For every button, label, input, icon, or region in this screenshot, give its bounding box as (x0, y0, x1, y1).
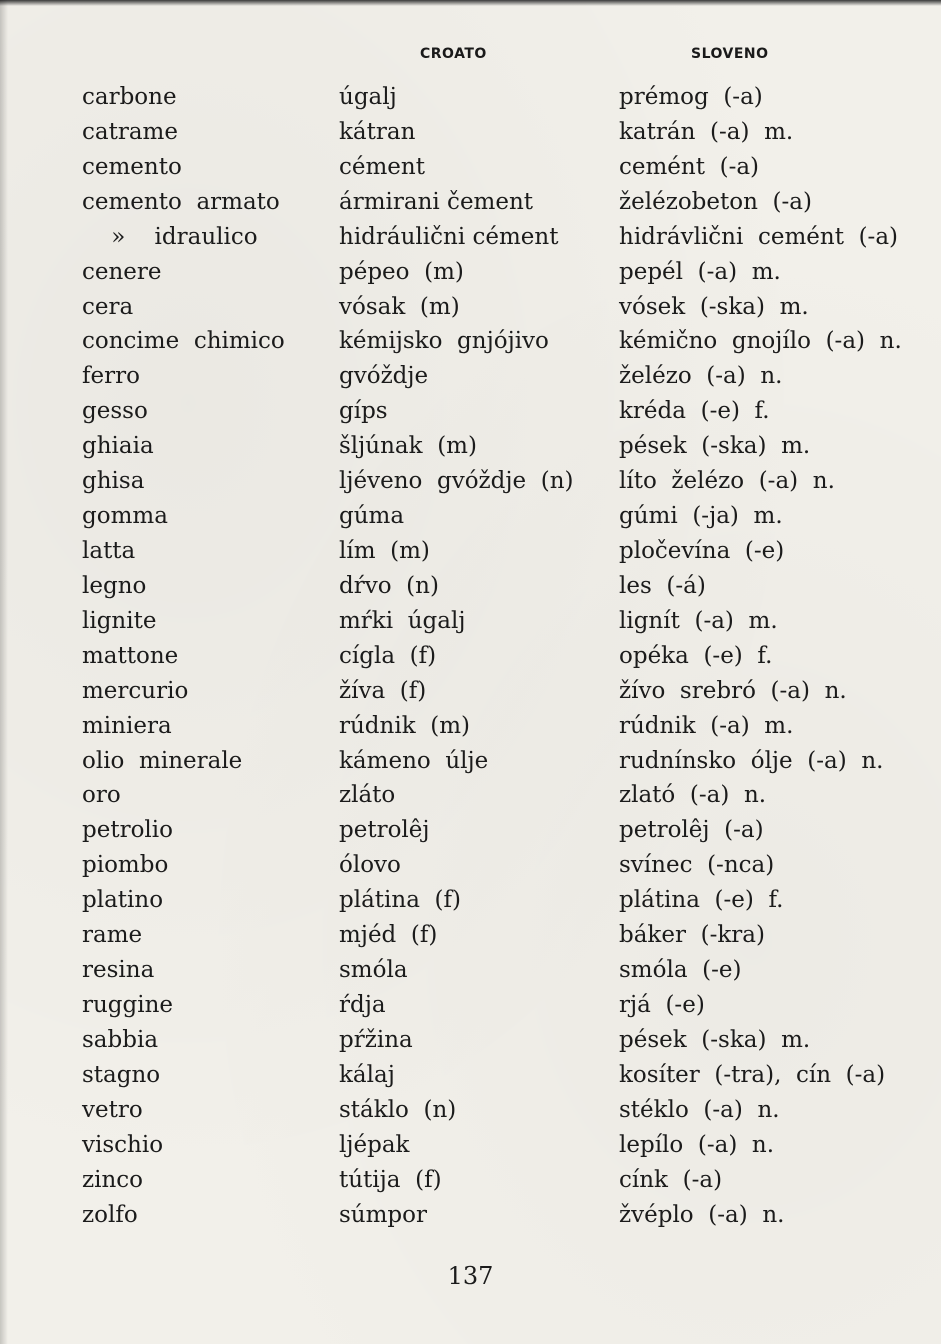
italian-term: resina (82, 957, 155, 984)
slovenian-term: hidrávlični cemént (-a) (619, 223, 898, 250)
italian-term: ferro (82, 363, 140, 390)
croatian-term: pŕžina (339, 1026, 413, 1053)
croatian-term: vósak (m) (339, 293, 460, 320)
croatian-term: plátina (f) (339, 887, 461, 914)
slovenian-term: lepílo (-a) n. (619, 1131, 775, 1158)
croatian-term: tútija (f) (339, 1166, 442, 1193)
slovenian-term: opéka (-e) f. (619, 642, 773, 669)
slovenian-term: zlató (-a) n. (619, 782, 767, 809)
italian-term: lignite (82, 607, 157, 634)
croatian-term: hidráulični cément (339, 223, 559, 250)
croatian-term: stáklo (n) (339, 1096, 457, 1123)
italian-term: platino (82, 887, 164, 914)
slovenian-term: pločevína (-e) (619, 537, 785, 564)
italian-term: ghiaia (82, 433, 154, 460)
slovenian-term: svínec (-nca) (619, 852, 775, 879)
italian-term: zolfo (82, 1201, 138, 1228)
italian-term: catrame (82, 118, 178, 145)
slovenian-term: vósek (-ska) m. (619, 293, 809, 320)
croatian-term: pépeo (m) (339, 258, 464, 285)
croatian-term: mjéd (f) (339, 922, 438, 949)
header-croato: CROATO (420, 46, 487, 62)
slovenian-term: les (-á) (619, 572, 706, 599)
croatian-term: kátran (339, 118, 416, 145)
italian-term: oro (82, 782, 121, 809)
italian-term: miniera (82, 712, 172, 739)
croatian-term: úgalj (339, 84, 397, 110)
croatian-term: súmpor (339, 1201, 427, 1228)
croatian-term: kémijsko gnjójivo (339, 328, 549, 355)
italian-term: carbone (82, 84, 177, 110)
italian-term: olio minerale (82, 747, 243, 774)
italian-term: piombo (82, 852, 169, 879)
slovenian-term: báker (-kra) (619, 922, 765, 949)
slovenian-term: gúmi (-ja) m. (619, 503, 783, 530)
italian-term: vischio (82, 1131, 164, 1158)
croatian-term: ljépak (339, 1131, 410, 1158)
italian-term: stagno (82, 1061, 161, 1088)
croatian-column (339, 80, 609, 1232)
croatian-term: gvóždje (339, 363, 429, 390)
slovenian-term: želézobeton (-a) (619, 188, 812, 215)
italian-term: latta (82, 537, 136, 564)
slovenian-term: prémog (-a) (619, 84, 763, 110)
italian-term: gesso (82, 398, 148, 425)
slovenian-term: stéklo (-a) n. (619, 1096, 780, 1123)
slovenian-term: kosíter (-tra), cín (-a) (619, 1061, 886, 1088)
slovenian-term: plátina (-e) f. (619, 887, 784, 914)
slovenian-term: pések (-ska) m. (619, 1026, 811, 1053)
slovenian-term: rúdnik (-a) m. (619, 712, 794, 739)
italian-term: zinco (82, 1166, 144, 1193)
slovenian-term: želézo (-a) n. (619, 363, 783, 390)
slovenian-term: kémično gnojílo (-a) n. (619, 328, 902, 355)
croatian-term: dŕvo (n) (339, 572, 439, 599)
croatian-term: žíva (f) (339, 677, 427, 704)
slovenian-term: cemént (-a) (619, 153, 760, 180)
slovenian-term: rjá (-e) (619, 991, 705, 1018)
croatian-term: petrolêj (339, 817, 430, 844)
croatian-term: kálaj (339, 1061, 395, 1088)
croatian-term: gíps (339, 398, 388, 425)
italian-term: ghisa (82, 468, 145, 495)
croatian-term: ŕdja (339, 991, 386, 1018)
slovenian-term: líto želézo (-a) n. (619, 468, 835, 495)
page-number: 137 (447, 1262, 494, 1290)
italian-term: cenere (82, 258, 162, 285)
slovenian-term: lignít (-a) m. (619, 607, 778, 634)
croatian-term: ólovo (339, 852, 401, 879)
italian-column (82, 80, 332, 1232)
slovenian-term: žvéplo (-a) n. (619, 1201, 785, 1228)
italian-term: cemento (82, 153, 182, 180)
italian-term: mattone (82, 642, 179, 669)
italian-term: cemento armato (82, 188, 280, 215)
italian-term: vetro (82, 1096, 143, 1123)
croatian-term: ljéveno gvóždje (n) (339, 468, 574, 495)
scan-top-edge (0, 0, 941, 6)
italian-term: cera (82, 293, 134, 320)
croatian-term: smóla (339, 957, 408, 984)
header-sloveno: SLOVENO (691, 46, 769, 62)
slovenian-term: smóla (-e) (619, 957, 742, 984)
slovenian-term: petrolêj (-a) (619, 817, 764, 844)
croatian-term: zláto (339, 782, 396, 809)
italian-term: petrolio (82, 817, 173, 844)
croatian-term: rúdnik (m) (339, 712, 471, 739)
slovenian-term: katrán (-a) m. (619, 118, 794, 145)
croatian-term: cígla (f) (339, 642, 437, 669)
italian-term: sabbia (82, 1026, 159, 1053)
slovenian-term: žívo srebró (-a) n. (619, 677, 847, 704)
croatian-term: cément (339, 153, 425, 180)
italian-term: legno (82, 572, 147, 599)
scan-left-edge (0, 0, 8, 1344)
italian-term: » idraulico (82, 223, 258, 250)
italian-term: ruggine (82, 991, 174, 1018)
italian-term: mercurio (82, 677, 189, 704)
italian-term: concime chimico (82, 328, 285, 355)
italian-term: gomma (82, 503, 168, 530)
slovenian-term: rudnínsko ólje (-a) n. (619, 747, 884, 774)
slovenian-column (619, 80, 929, 1232)
croatian-term: lím (m) (339, 537, 430, 564)
croatian-term: šljúnak (m) (339, 433, 477, 460)
croatian-term: mŕki úgalj (339, 607, 466, 634)
slovenian-term: cínk (-a) (619, 1166, 723, 1193)
slovenian-term: pepél (-a) m. (619, 258, 781, 285)
slovenian-term: kréda (-e) f. (619, 398, 770, 425)
croatian-term: ármirani čement (339, 188, 534, 215)
slovenian-term: pések (-ska) m. (619, 433, 811, 460)
italian-term: rame (82, 922, 143, 949)
croatian-term: gúma (339, 503, 405, 530)
croatian-term: kámeno úlje (339, 747, 489, 774)
